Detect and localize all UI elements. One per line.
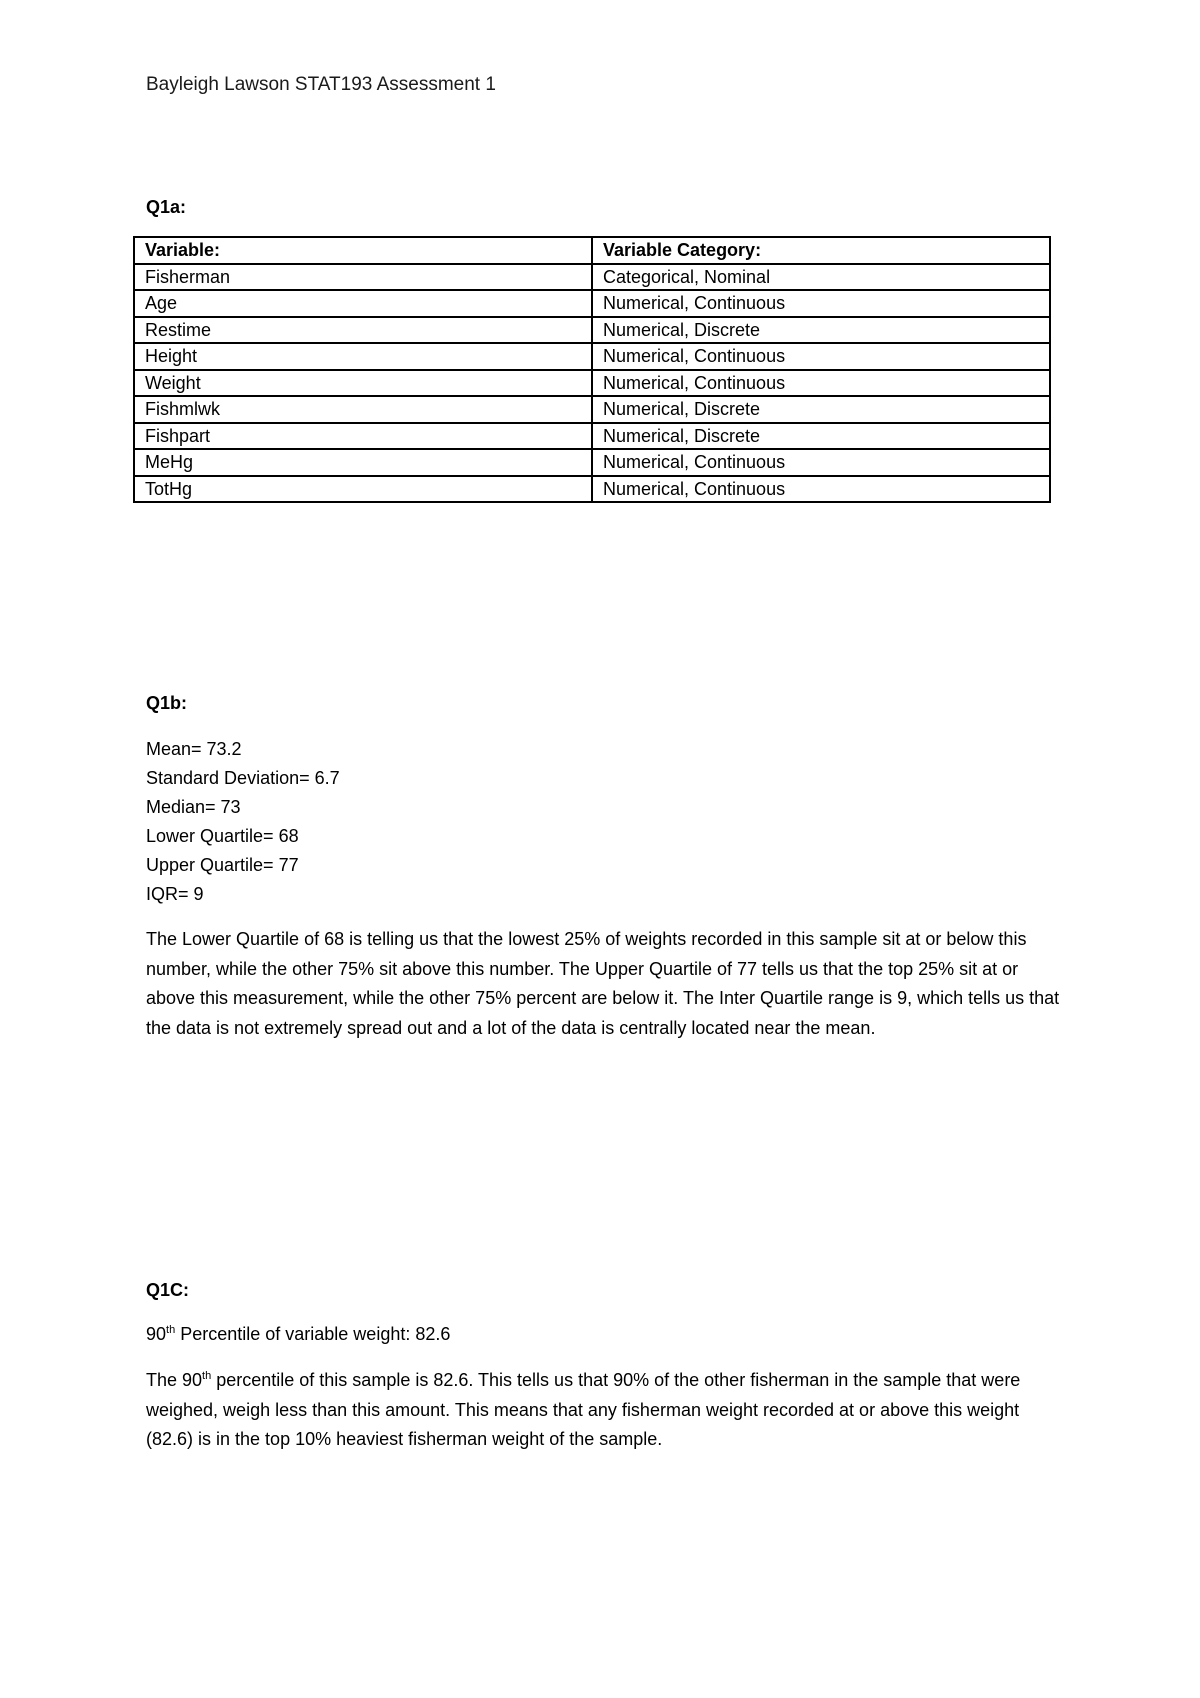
table-row <box>134 423 1050 450</box>
percentile-number: 90 <box>146 1324 167 1344</box>
category-cell: Numerical, Discrete <box>592 317 1050 344</box>
paragraph-rest: percentile of this sample is 82.6. This tells us that 90% of the other fisherman in the sample that were weighed, weigh less than this amount. This means that any fisherman weight recorded at or above this weight (82.6) is in the top 10% heaviest fisherman weight of the sample. <box>146 1370 1021 1449</box>
category-cell: Numerical, Continuous <box>592 343 1050 370</box>
q1b-heading: Q1b: <box>146 693 188 713</box>
variable-cell: Restime <box>134 317 592 344</box>
table-row <box>134 317 1050 344</box>
stat-lower-quartile: Lower Quartile= 68 <box>146 826 299 846</box>
percentile-line-text: Percentile of variable weight: 82.6 <box>175 1324 451 1344</box>
stat-mean: Mean= 73.2 <box>146 739 242 759</box>
table-row <box>134 343 1050 370</box>
category-cell: Numerical, Continuous <box>592 449 1050 476</box>
variable-cell: Height <box>134 343 592 370</box>
category-cell: Numerical, Continuous <box>592 370 1050 397</box>
q1b-paragraph: The Lower Quartile of 68 is telling us that the lowest 25% of weights recorded in this sample sit at or below this number, while the other 75% sit above this number. The Upper Quartile of 77 tells us that the top 25% sit at or above this measurement, while the other 75% percent are below it. The Inter Quartile range is 9, which tells us that the data is not extremely spread out and a lot of the data is centrally located near the mean. <box>146 929 1060 1038</box>
q1a-heading: Q1a: <box>146 197 187 217</box>
variable-cell: Weight <box>134 370 592 397</box>
column-header-variable: Variable: <box>134 237 592 264</box>
variable-cell: MeHg <box>134 449 592 476</box>
variable-cell: Fisherman <box>134 264 592 291</box>
table-row <box>134 370 1050 397</box>
document-header: Bayleigh Lawson STAT193 Assessment 1 <box>146 74 496 95</box>
ordinal-suffix: th <box>202 1370 212 1382</box>
table-row <box>134 476 1050 503</box>
category-cell: Categorical, Nominal <box>592 264 1050 291</box>
variable-cell: Age <box>134 290 592 317</box>
stat-upper-quartile: Upper Quartile= 77 <box>146 855 299 875</box>
q1c-percentile-line <box>146 1320 1066 1350</box>
q1c-heading: Q1C: <box>146 1280 190 1300</box>
table-row <box>134 449 1050 476</box>
category-cell: Numerical, Discrete <box>592 423 1050 450</box>
q1c-paragraph <box>146 1366 1066 1455</box>
stat-median: Median= 73 <box>146 797 241 817</box>
table-header-row <box>134 237 1050 264</box>
variable-cell: TotHg <box>134 476 592 503</box>
stat-standard-deviation: Standard Deviation= 6.7 <box>146 768 340 788</box>
paragraph-start: The 90 <box>146 1370 203 1390</box>
q1b-stats-list <box>146 735 340 909</box>
table-row <box>134 290 1050 317</box>
variable-table <box>133 236 1051 503</box>
table-row <box>134 264 1050 291</box>
stat-iqr: IQR= 9 <box>146 884 204 904</box>
category-cell: Numerical, Continuous <box>592 476 1050 503</box>
variable-cell: Fishpart <box>134 423 592 450</box>
variable-cell: Fishmlwk <box>134 396 592 423</box>
ordinal-suffix: th <box>166 1324 176 1336</box>
column-header-category: Variable Category: <box>592 237 1050 264</box>
category-cell: Numerical, Discrete <box>592 396 1050 423</box>
category-cell: Numerical, Continuous <box>592 290 1050 317</box>
table-row <box>134 396 1050 423</box>
